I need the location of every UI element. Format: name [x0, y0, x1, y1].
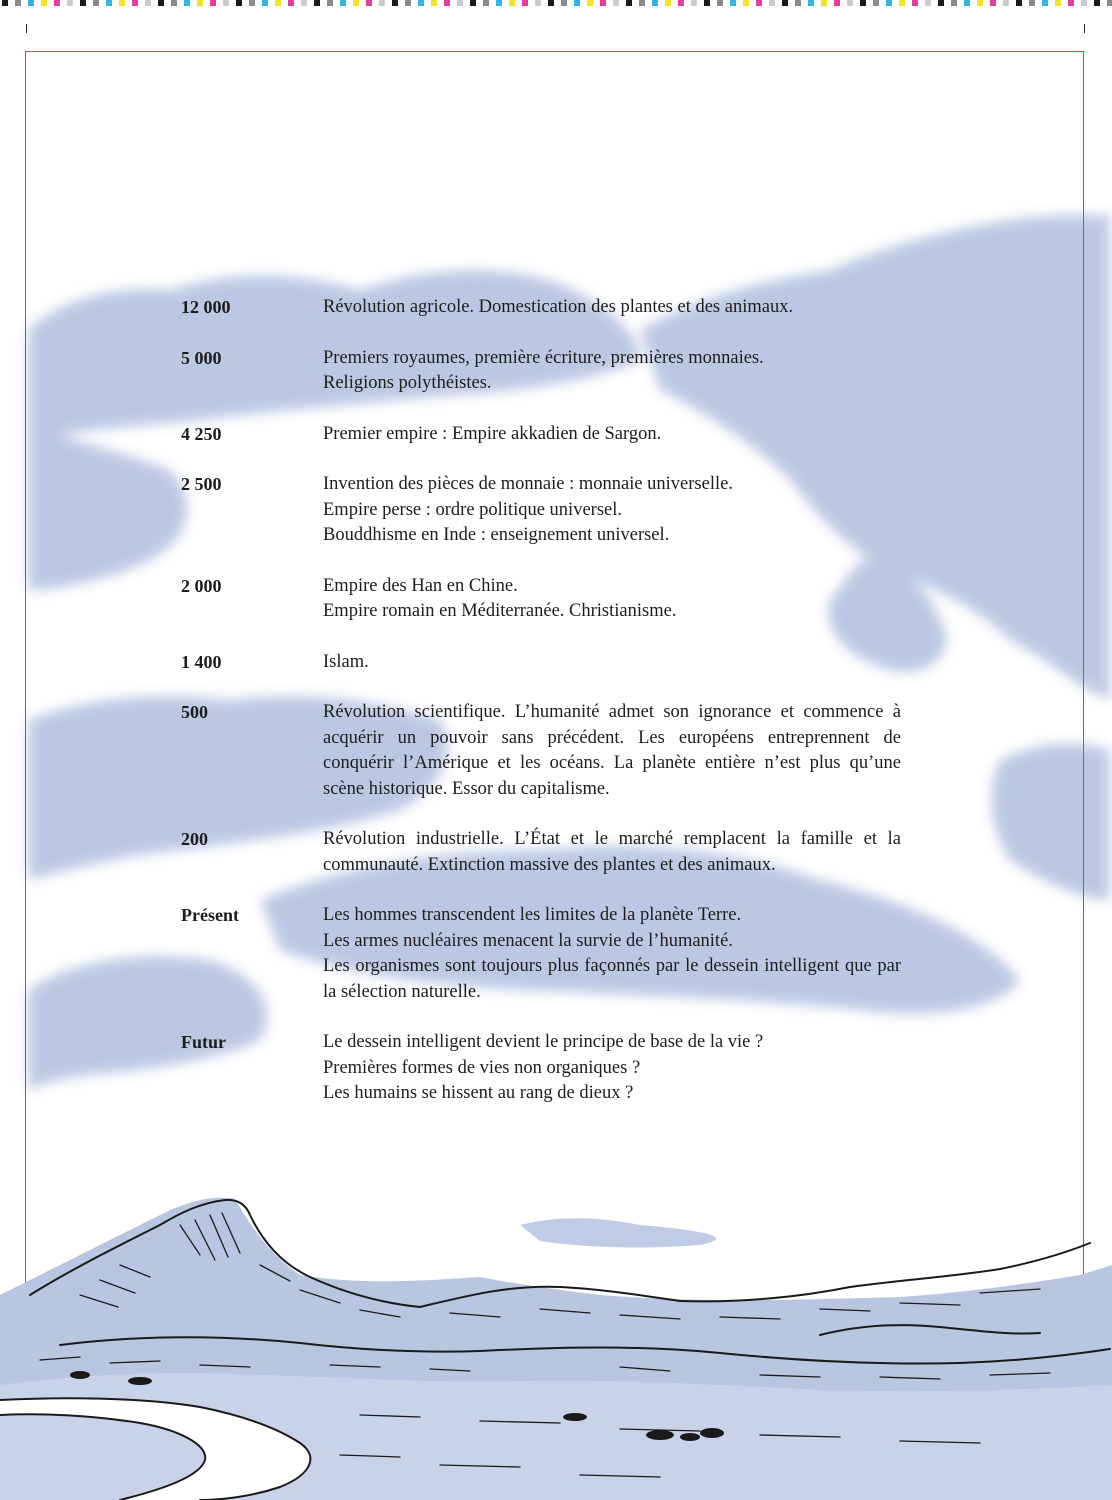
timeline-description-line: Révolution agricole. Domestication des plantes et des animaux.: [323, 297, 794, 317]
timeline-entry: [181, 574, 901, 625]
timeline-description: [323, 295, 901, 321]
timeline-description: [323, 472, 901, 549]
timeline-description-line: Bouddhisme en Inde : enseignement universel.: [323, 525, 670, 545]
timeline-description: [323, 1030, 901, 1107]
timeline-description-line: Les hommes transcendent les limites de la planète Terre.: [323, 905, 742, 925]
timeline-description-line: Empire romain en Méditerranée. Christianisme.: [323, 601, 677, 621]
timeline-description-line: Les organismes sont toujours plus façonnés par le dessein intelligent que par la sélection naturelle.: [323, 956, 901, 1002]
timeline-entry: [181, 422, 901, 448]
timeline-description: [323, 700, 901, 802]
timeline-year: 200: [181, 829, 208, 849]
timeline-description-line: Premiers royaumes, première écriture, premières monnaies.: [323, 347, 764, 368]
timeline-description-line: Invention des pièces de monnaie : monnaie universelle.: [323, 474, 733, 494]
timeline-description-line: Révolution industrielle. L’État et le marché remplacent la famille et la communauté. Extinction massive des plantes et des animaux.: [323, 829, 901, 875]
timeline-year: Présent: [181, 905, 239, 925]
timeline-year: 4 250: [181, 423, 222, 444]
mountain-landscape-illustration: [0, 1185, 1112, 1500]
timeline-entry: [181, 903, 901, 1005]
timeline-description-line: Premier empire : Empire akkadien de Sargon.: [323, 423, 662, 444]
timeline-description-line: Les armes nucléaires menacent la survie de l’humanité.: [323, 930, 733, 951]
timeline-description-line: Empire des Han en Chine.: [323, 575, 518, 596]
timeline-description-line: Islam.: [323, 651, 369, 672]
timeline-entry: [181, 346, 901, 397]
timeline-year: 2 500: [181, 474, 222, 494]
timeline-description: [323, 650, 901, 676]
timeline-entry: [181, 295, 901, 321]
timeline-year: 500: [181, 702, 208, 722]
timeline-year: 5 000: [181, 347, 222, 368]
timeline-description: [323, 827, 901, 878]
timeline-year: Futur: [181, 1032, 226, 1052]
timeline-description-line: Premières formes de vies non organiques ?: [323, 1057, 641, 1078]
timeline-entry: [181, 650, 901, 676]
timeline-description: [323, 346, 901, 397]
timeline-description: [323, 422, 901, 448]
timeline-entry: [181, 472, 901, 549]
timeline: [181, 295, 901, 1132]
timeline-entry: [181, 700, 901, 802]
timeline-year: 1 400: [181, 651, 222, 672]
timeline-year: 12 000: [181, 297, 231, 317]
timeline-description: [323, 903, 901, 1005]
timeline-description-line: Empire perse : ordre politique universel.: [323, 499, 622, 520]
timeline-entry: [181, 1030, 901, 1107]
timeline-year: 2 000: [181, 575, 222, 596]
timeline-description-line: Les humains se hissent au rang de dieux ?: [323, 1083, 634, 1103]
timeline-entry: [181, 827, 901, 878]
timeline-description: [323, 574, 901, 625]
timeline-description-line: Religions polythéistes.: [323, 373, 492, 393]
timeline-description-line: Le dessein intelligent devient le principe de base de la vie ?: [323, 1032, 764, 1052]
timeline-description-line: Révolution scientifique. L’humanité admet son ignorance et commence à acquérir un pouvoir sans précédent. Les européens entreprennent de conquérir l’Amérique et les océans. La planète entière n’est plus qu’une scène historique. Essor du capitalisme.: [323, 702, 901, 799]
